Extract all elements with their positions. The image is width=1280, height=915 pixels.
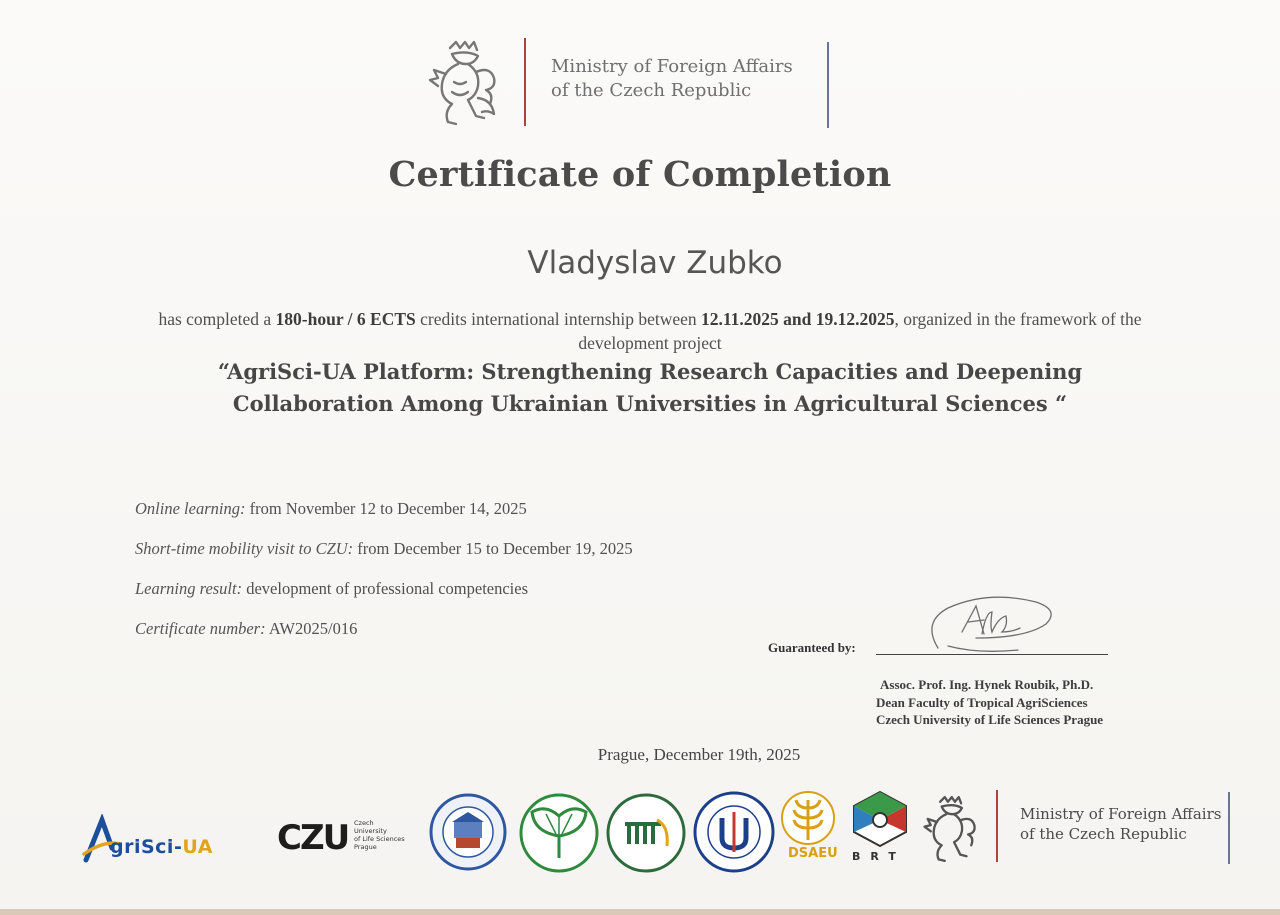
signature-line (876, 654, 1108, 655)
project-title-line-2: Collaboration Among Ukrainian Universities in Agricultural Sciences “ (232, 391, 1068, 416)
agrisci-text (110, 836, 213, 858)
ministry-line-1: Ministry of Foreign Affairs (551, 56, 793, 77)
detail-label: Certificate number: (135, 619, 266, 638)
czu-line-3: of Life Sciences (354, 835, 405, 843)
detail-value: from December 15 to December 19, 2025 (353, 539, 633, 558)
signer-institution: Czech University of Life Sciences Prague (876, 712, 1104, 727)
certificate-title: Certificate of Completion (388, 154, 892, 195)
czu-mark: CZU (277, 818, 349, 858)
ministry-line-2: of the Czech Republic (551, 80, 752, 101)
detail-learning-result (135, 577, 633, 617)
agrisci-ua: UA (182, 836, 213, 858)
detail-certificate-number (135, 617, 633, 657)
footer-ministry-line-1: Ministry of Foreign Affairs (1020, 805, 1222, 823)
dsaeu-label: DSAEU (788, 846, 838, 861)
statement-part-3: , organized in the framework of the development project (578, 309, 1142, 353)
ministry-header (428, 38, 848, 130)
detail-value: AW2025/016 (265, 619, 358, 638)
footer-ministry-line-2: of the Czech Republic (1020, 825, 1187, 843)
ginkgo-leaf-logo-icon (516, 792, 602, 874)
statement-part-2: credits international internship between (415, 309, 702, 329)
czu-line-1: Czech (354, 819, 374, 827)
detail-label: Short-time mobility visit to CZU: (135, 539, 354, 558)
agrisci-name: griSci- (110, 836, 183, 858)
czu-name (354, 819, 405, 851)
sumy-state-university-seal-icon (692, 790, 776, 874)
ministry-name (551, 55, 793, 103)
czu-logo (277, 816, 409, 858)
recipient-name: Vladyslav Zubko (527, 245, 783, 281)
statement-dates: 12.11.2025 and 19.12.2025 (701, 309, 895, 329)
brt-logo-icon (850, 790, 910, 848)
signer-block (876, 676, 1103, 729)
czech-lion-small-icon (922, 794, 980, 864)
completion-statement (150, 307, 1150, 355)
guarantee-label: Guaranteed by: (768, 640, 856, 655)
czech-lion-icon (428, 38, 500, 128)
detail-mobility-visit (135, 537, 633, 577)
signature-image (918, 596, 1068, 658)
red-divider (524, 38, 526, 126)
signer-position: Dean Faculty of Tropical AgriSciences (876, 694, 1088, 710)
project-title-line-1: “AgriSci-UA Platform: Strengthening Research Capacities and Deepening (217, 359, 1083, 384)
guarantee-block (768, 596, 1148, 671)
page-bottom-edge (0, 909, 1280, 915)
detail-online-learning (135, 497, 633, 537)
detail-value: development of professional competencies (242, 579, 529, 598)
partner-logos (0, 780, 1280, 880)
dsaeu-logo-icon (780, 788, 836, 852)
details-list (135, 497, 633, 657)
footer-red-divider (996, 790, 998, 862)
czu-line-2: University (354, 827, 387, 835)
brt-label: BRT (852, 850, 906, 863)
czu-line-4: Prague (354, 843, 377, 851)
place-date: Prague, December 19th, 2025 (597, 745, 801, 764)
agrisci-ua-logo (82, 814, 242, 864)
blue-divider (827, 42, 829, 128)
detail-label: Learning result: (135, 579, 243, 598)
university-seal-1-icon (428, 792, 508, 872)
footer-ministry-name (1020, 804, 1221, 844)
statement-hours: 180-hour / 6 ECTS (275, 309, 416, 329)
signer-name: Assoc. Prof. Ing. Hynek Roubik, Ph.D. (880, 677, 1094, 692)
detail-label: Online learning: (135, 499, 246, 518)
detail-value: from November 12 to December 14, 2025 (245, 499, 527, 518)
agrarian-university-seal-icon (605, 792, 687, 874)
project-title (150, 356, 1150, 420)
footer-blue-divider (1228, 792, 1230, 864)
statement-part-1: has completed a (158, 309, 276, 329)
